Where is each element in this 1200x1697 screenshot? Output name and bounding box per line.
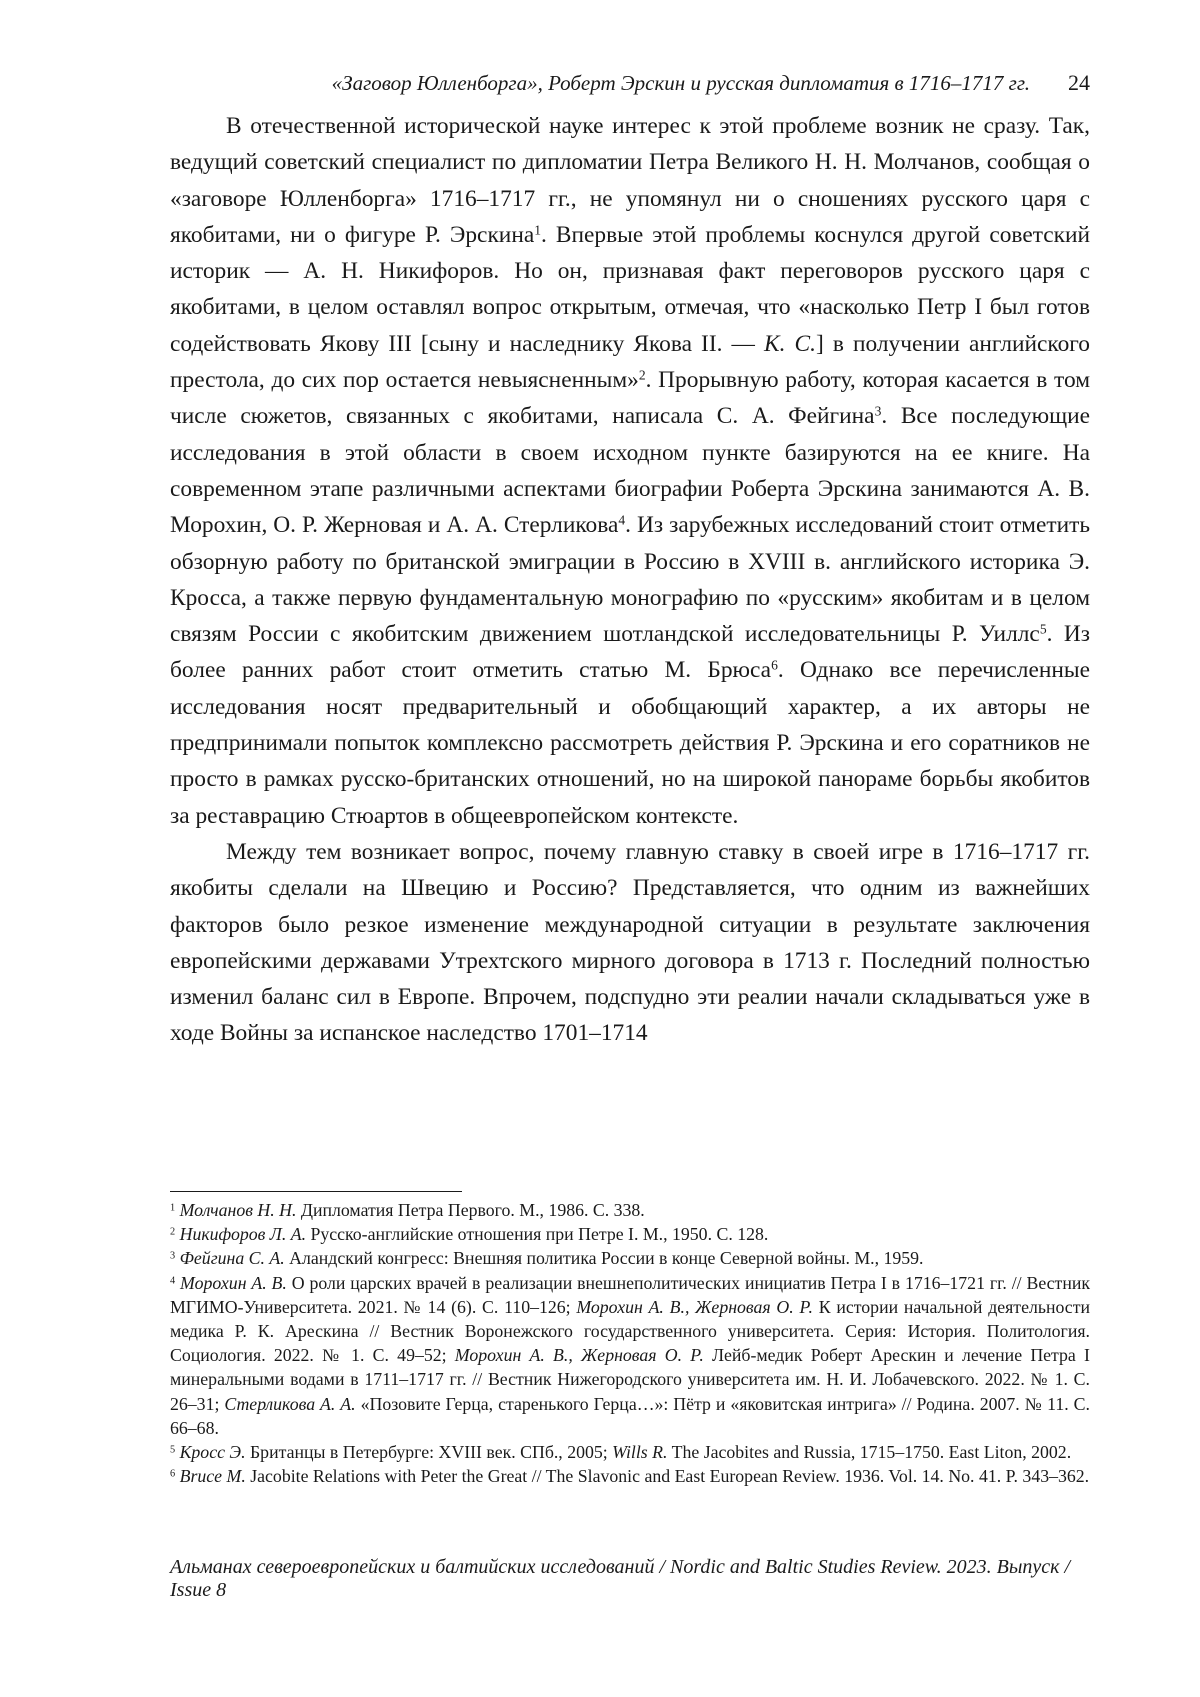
text-run: . Из более ранних работ стоит отметить статью М. Брюса xyxy=(170,621,1090,684)
running-head-title: «Заговор Юлленборга», Роберт Эрскин и русская дипломатия в 1716–1717 гг. xyxy=(331,71,1030,95)
text-run: . Из зарубежных исследований стоит отметить обзорную работу по британской эмиграции в Россию в XVIII в. английского историка Э. Кросса, а также первую фундаментальную монографию по «русским» якобитам и в целом связям России с якобитским движением шотландской исследовательницы Р. Уиллс xyxy=(170,512,1090,648)
footnote xyxy=(170,1222,1090,1246)
italic-text: К. С. xyxy=(764,330,816,357)
footnote-marker: 6 xyxy=(170,1468,176,1480)
text-run: В отечественной исторической науке интерес к этой проблеме возник не сразу. Так, ведущий советский специалист по дипломатии Петра Великого Н. Н. Молчанов, сообщая о «заговоре Юлленборга» 1716–1717 гг., не упомянул ни о сношениях русского царя с якобитами, ни о фигуре Р. Эрскина xyxy=(170,113,1090,248)
text-run: ] в получении английского престола, до сих пор остается невыясненным» xyxy=(170,330,1090,394)
footnote xyxy=(170,1198,1090,1222)
footnote-marker: 3 xyxy=(170,1250,176,1262)
italic-text: Фейгина С. А. xyxy=(179,1248,285,1269)
text-run: Русско-английские отношения при Петре I. М., 1950. С. 128. xyxy=(306,1224,769,1245)
footnote-marker: 6 xyxy=(771,658,778,673)
text-run: Лейб-медик Роберт Арескин и лечение Петра I минеральными водами в 1711–1717 гг. // Вестник Нижегородского университета им. Н. И. Лобачевского. 2022. № 1. С. 26–31; xyxy=(170,1345,1090,1414)
italic-text: Wills R. xyxy=(612,1442,668,1463)
footnote-marker: 3 xyxy=(874,403,882,419)
footnote xyxy=(170,1440,1090,1464)
footnote-marker: 4 xyxy=(170,1274,176,1286)
footnote xyxy=(170,1464,1090,1488)
paragraph xyxy=(170,108,1090,834)
text-run: К истории начальной деятельности медика Р. К. Арескина // Вестник Воронежского государственного университета. Серия: История. Политология. Социология. 2022. № 1. С. 49–52; xyxy=(170,1296,1090,1366)
body-text xyxy=(170,108,1090,1052)
footnote-marker: 1 xyxy=(170,1202,176,1214)
text-run: «Позовите Герца, старенького Герца…»: Пётр и «яковитская интрига» // Родина. 2007. № 11. С. 66–68. xyxy=(170,1393,1090,1438)
italic-text: Никифоров Л. А. xyxy=(179,1224,307,1245)
italic-text: Bruce M. xyxy=(179,1466,246,1487)
footnote-divider xyxy=(170,1191,462,1192)
text-run: . Впервые этой проблемы коснулся другой советский историк — А. Н. Никифоров. Но он, признавая факт переговоров русского царя с якобитами, в целом оставлял вопрос открытым, отмечая, что «насколько Петр I был готов содействовать Якову III [сыну и наследнику Якова II. — xyxy=(170,221,1090,357)
footnote-marker: 2 xyxy=(638,367,646,383)
italic-text: Морохин А. В., Жерновая О. Р. xyxy=(454,1345,704,1366)
text-run: Дипломатия Петра Первого. М., 1986. С. 338. xyxy=(296,1200,645,1220)
paragraph xyxy=(170,834,1090,1052)
italic-text: Кросс Э. xyxy=(179,1442,246,1463)
text-run: Между тем возникает вопрос, почему главную ставку в своей игре в 1716–1717 гг. якобиты сделали на Швецию и Россию? Представляется, что одним из важнейших факторов было резкое изменение международной ситуации в результате заключения европейскими державами Утрехтского мирного договора в 1713 г. Последний полностью изменил баланс сил в Европе. Впрочем, подспудно эти реалии начали складываться уже в ходе Войны за испанское наследство 1701–1714 xyxy=(170,838,1090,1047)
text-run: Jacobite Relations with Peter the Great // The Slavonic and East European Review. 1936. Vol. 14. No. 41. P. 343–362. xyxy=(245,1466,1090,1487)
footnote-marker: 5 xyxy=(170,1444,176,1456)
italic-text: Морохин А. В. xyxy=(180,1272,287,1293)
text-run: Аландский конгресс: Внешняя политика России в конце Северной войны. М., 1959. xyxy=(284,1248,924,1269)
footnote xyxy=(170,1246,1090,1270)
footnotes xyxy=(170,1198,1090,1488)
italic-text: Морохин А. В., Жерновая О. Р. xyxy=(576,1296,813,1317)
text-run: Британцы в Петербурге: XVIII век. СПб., 2005; xyxy=(245,1442,613,1463)
italic-text: Стерликова А. А. xyxy=(224,1393,356,1414)
text-run: О роли царских врачей в реализации внешнеполитических инициатив Петра I в 1716–1721 гг. // Вестник МГИМО-Университета. 2021. № 14 (6). С. 110–126; xyxy=(170,1272,1091,1317)
text-run: . Все последующие исследования в этой области в своем исходном пункте базируются на ее книге. На современном этапе различными аспектами биографии Роберта Эрскина занимаются А. В. Морохин, О. Р. Жерновая и А. А. Стерликова xyxy=(170,403,1090,539)
running-head xyxy=(170,70,1090,96)
footnote-marker: 5 xyxy=(1039,621,1047,637)
italic-text: Молчанов Н. Н. xyxy=(179,1200,297,1220)
footnote-marker: 2 xyxy=(170,1226,176,1238)
footnote-marker: 4 xyxy=(618,512,626,528)
footnote-marker: 1 xyxy=(534,222,542,238)
text-run: The Jacobites and Russia, 1715–1750. East Liton, 2002. xyxy=(667,1442,1072,1463)
footnote xyxy=(170,1271,1090,1440)
running-foot: Альманах североевропейских и балтийских исследований / Nordic and Baltic Studies Review. 2023. Выпуск / Issue 8 xyxy=(170,1556,1071,1601)
page-number: 24 xyxy=(1068,70,1090,95)
text-run: . Прорывную работу, которая касается в том числе сюжетов, связанных с якобитами, написала С. А. Фейгина xyxy=(170,367,1090,430)
text-run: . Однако все перечисленные исследования носят предварительный и обобщающий характер, а их авторы не предпринимали попыток комплексно рассмотреть действия Р. Эрскина и его соратников не просто в рамках русско-британских отношений, но на широкой панораме борьбы якобитов за реставрацию Стюартов в общеевропейском контексте. xyxy=(170,657,1090,829)
